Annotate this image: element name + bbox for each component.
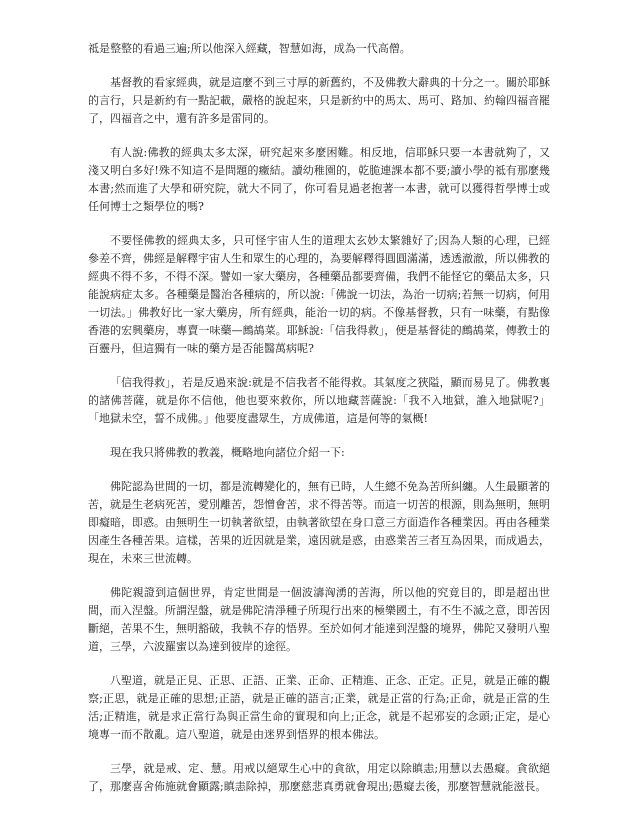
paragraph-2: 基督教的看家經典，就是這麼不到三寸厚的新舊約，不及佛教大辭典的十分之一。關於耶穌的言行，只是新約有一點記載，嚴格的說起來，只是新約中的馬太、馬可、路加、約翰四福音罷了，四福音之中，還有許多是雷同的。 xyxy=(88,76,550,125)
paragraph-1: 祗是整整的看過三遍;所以他深入經藏，智慧如海，成為一代高僧。 xyxy=(88,42,411,55)
paragraph-5: 「信我得救」，若是反過來說:就是不信我者不能得救。其氣度之狹隘，顯而易見了。佛教裏的諸佛菩薩，就是你不信他，他也要來救你，所以地藏菩薩說:「我不入地獄，誰入地獄呢?」「地獄未空，誓不成佛。」他要度盡眾生，方成佛道，這是何等的氣概! xyxy=(88,376,550,425)
document-page xyxy=(88,40,550,812)
paragraph-10: 三學，就是戒、定、慧。用戒以絕眾生心中的貪欲，用定以除瞋恚;用慧以去愚癡。貪欲絕了，那麼喜舍佈施就會顯露;瞋恚除掉，那麼慈悲真勇就會現出;愚癡去後，那麼智慧就能滋長。 xyxy=(88,762,550,793)
paragraph-7: 佛陀認為世間的一切，都是流轉變化的，無有已時，人生總不免為苦所糾纏。人生最顯著的苦，就是生老病死苦，愛別離苦，怨憎會苦，求不得苦等。而這一切苦的根源，則為無明，無明即癡暗，即惑。由無明生一切執著欲望，由執著欲望在身口意三方面造作各種業因。再由各種業因產生各種苦果。這樣，苦果的近因就是業，遠因就是惑，由惑業苦三者互為因果，而成過去，現在，未來三世流轉。 xyxy=(88,480,550,565)
paragraph-8: 佛陀親證到這個世界，肯定世間是一個波濤洶湧的苦海，所以他的究竟目的，即是超出世間，而入涅盤。所謂涅盤，就是佛陀清淨種子所現行出來的極樂國土，有不生不滅之意，即苦因斷絕，苦果不生，無明豁破，我執不存的悟界。至於如何才能達到涅盤的境界，佛陀又發明八聖道，三學，六波羅蜜以為達到彼岸的途徑。 xyxy=(88,586,550,653)
paragraph-4: 不要怪佛教的經典太多，只可怪宇宙人生的道理太玄妙太繁雜好了;因為人類的心理，已經參差不齊，佛經是解釋宇宙人生和眾生的心理的，為要解釋得圓圓滿滿，透透澈澈，所以佛教的經典不得不多，不得不深。譬如一家大藥房，各種藥品都要齊備，我們不能怪它的藥品太多，只能說病症太多。各種藥是醫治各種病的，所以說:「佛說一切法，為治一切病;若無一切病，何用一切法。」佛教好比一家大藥房，所有經典，能治一切的病。不像基督教，只有一味藥，有點像香港的宏興藥房，專賣一味藥—鷓鴣菜。耶穌說:「信我得救」，便是基督徒的鷓鴣菜，傳教士的百靈丹，但這獨有一味的藥方是否能醫萬病呢? xyxy=(88,234,550,355)
paragraph-3: 有人說:佛教的經典太多太深，研究起來多麼困難。相反地，信耶穌只要一本書就夠了，又淺又明白多好!殊不知這不是問題的癥結。讀幼稚園的，乾脆連課本都不要;讀小學的祗有那麼幾本書;然而進了大學和研究院，就大不同了，你可看見過老抱著一本書，就可以獲得哲學博士或任何博士之類學位的嗎? xyxy=(88,146,550,213)
paragraph-6: 現在我只將佛教的教義，概略地向諸位介紹一下: xyxy=(110,446,345,459)
paragraph-9: 八聖道，就是正見、正思、正語、正業、正命、正精進、正念、正定。正見，就是正確的觀察;正思，就是正確的思想;正語，就是正確的語言;正業，就是正當的行為;正命，就是正當的生活;正精進，就是求正當行為與正當生命的實現和向上;正念，就是不起邪妄的念頭;正定，是心境專一而不散亂。這八聖道，就是由迷界到悟界的根本佛法。 xyxy=(88,674,550,741)
